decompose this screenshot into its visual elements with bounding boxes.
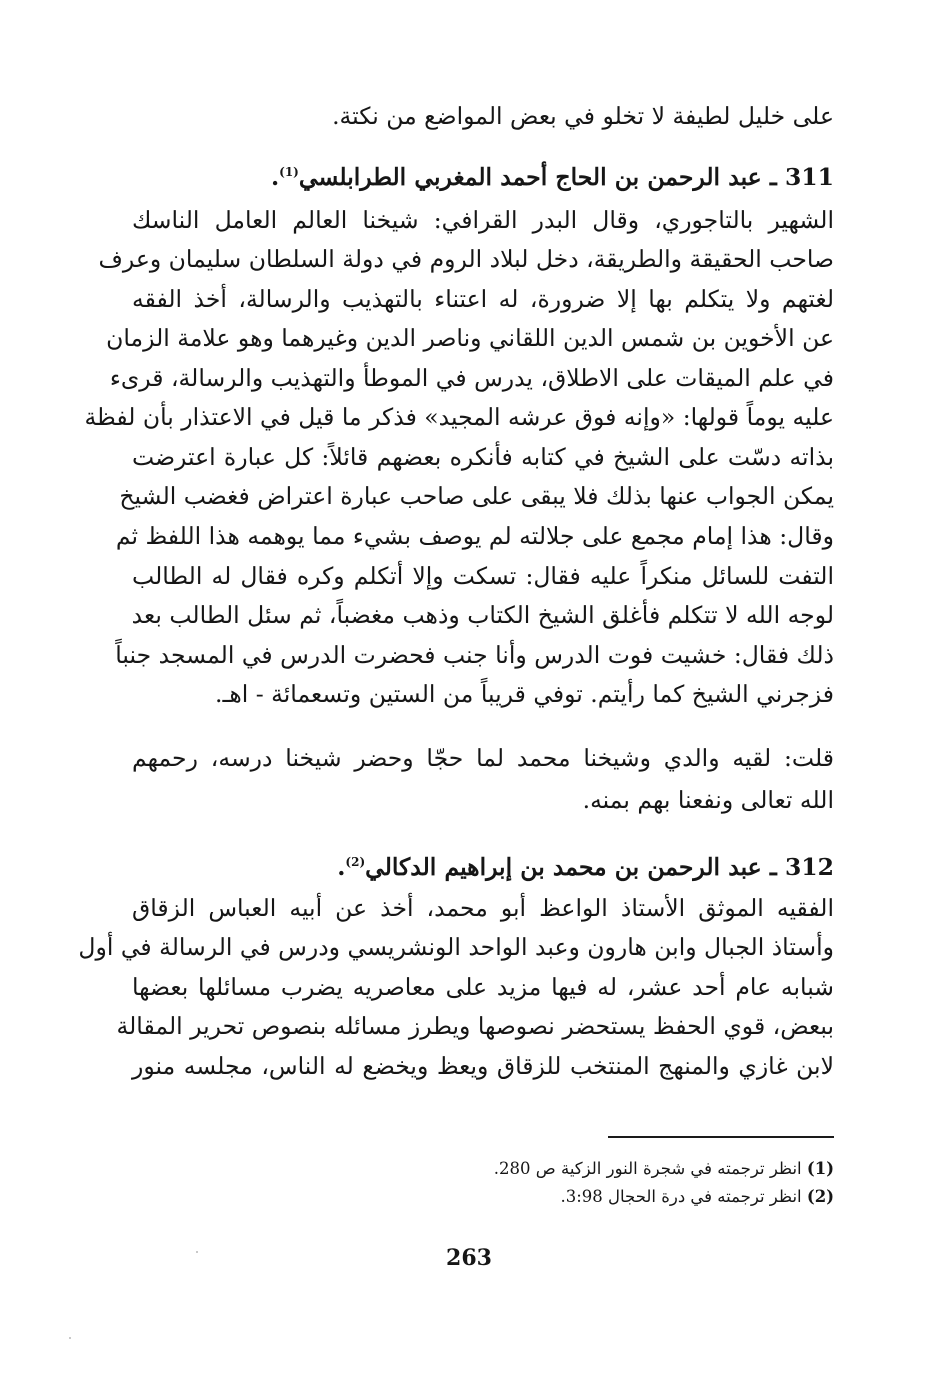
text-line: بذاته دسّت على الشيخ في كتابه فأنكره بعضهم قائلاً: كل عبارة اعترضت xyxy=(132,443,834,471)
text-line: الفقيه الموثق الأستاذ الواعظ أبو محمد، أخذ عن أبيه العباس الزقاق xyxy=(132,894,834,922)
text-line: فزجرني الشيخ كما رأيتم. توفي قريباً من الستين وتسعمائة - اهـ. xyxy=(215,680,834,708)
footnote-number: (2) xyxy=(806,1187,834,1206)
entry-heading-text: 311 ـ عبد الرحمن بن الحاج أحمد المغربي الطرابلسي xyxy=(298,162,834,191)
scan-speck xyxy=(196,1251,198,1253)
entry-heading-text: 312 ـ عبد الرحمن بن محمد بن إبراهيم الدكالي xyxy=(365,852,834,881)
text-line: وأستاذ الجبال وابن هارون وعبد الواحد الونشريسي ودرس في الرسالة في أول xyxy=(78,933,834,961)
text-line: شبابه عام أحد عشر، له فيها مزيد على معاصريه يضرب مسائلها بعضها xyxy=(132,973,834,1001)
text-line: ببعض، قوي الحفظ يستحضر نصوصها ويطرز مسائله بنصوص تحرير المقالة xyxy=(116,1012,834,1040)
footnote-marker: (1) xyxy=(279,165,299,179)
footnote-2 xyxy=(560,1184,834,1210)
footnote-1 xyxy=(494,1156,834,1182)
entry-heading-311 xyxy=(271,152,834,197)
text-line: الله تعالى ونفعنا بهم بمنه. xyxy=(582,786,834,814)
page-number: 263 xyxy=(446,1245,492,1271)
text-line: صاحب الحقيقة والطريقة، دخل لبلاد الروم في دولة السلطان سليمان وعرف xyxy=(98,245,834,273)
text-line: في علم الميقات على الاطلاق، يدرس في الموطأ والتهذيب والرسالة، قرىء xyxy=(109,364,834,392)
footnote-separator xyxy=(608,1136,834,1138)
text-line: على خليل لطيفة لا تخلو في بعض المواضع من نكتة. xyxy=(332,102,834,130)
text-line: قلت: لقيه والدي وشيخنا محمد لما حجّا وحضر شيخنا درسه، رحمهم xyxy=(132,744,834,772)
text-line: الشهير بالتاجوري، وقال البدر القرافي: شيخنا العالم العامل الناسك xyxy=(132,206,834,234)
text-line: وقال: هذا إمام مجمع على جلالته لم يوصف بشيء مما يوهمه هذا اللفظ ثم xyxy=(115,522,834,550)
footnote-text: انظر ترجمته في درة الحجال 3:98. xyxy=(560,1187,802,1206)
text-line: عن الأخوين بن شمس الدين اللقاني وناصر الدين وغيرهما وهو علامة الزمان xyxy=(106,324,834,352)
footnote-number: (1) xyxy=(806,1159,834,1178)
heading-tail: . xyxy=(270,162,280,191)
heading-tail: . xyxy=(337,852,346,881)
text-line: لغتهم ولا يتكلم بها إلا ضرورة، له اعتناء بالتهذيب والرسالة، أخذ الفقه xyxy=(132,285,834,313)
text-line: يمكن الجواب عنها بذلك فلا يبقى على صاحب عبارة اعتراض فغضب الشيخ xyxy=(119,482,834,510)
entry-heading-312 xyxy=(337,842,834,887)
text-line: عليه يوماً قولها: «وإنه فوق عرشه المجيد» فذكر ما قيل في الاعتذار بأن لفظة xyxy=(84,403,834,431)
text-line: لوجه الله لا تتكلم فأغلق الشيخ الكتاب وذهب مغضباً، ثم سئل الطالب بعد xyxy=(131,601,834,629)
footnote-text: انظر ترجمته في شجرة النور الزكية ص 280. xyxy=(493,1159,802,1178)
text-line: لابن غازي والمنهج المنتخب للزقاق ويعظ ويخضع له الناس، مجلسه منور xyxy=(132,1052,834,1080)
scan-speck xyxy=(69,1337,71,1339)
text-line: ذلك فقال: خشيت فوت الدرس وأنا جنب فحضرت الدرس في المسجد جنباً xyxy=(115,641,834,669)
footnote-marker: (2) xyxy=(345,855,366,869)
text-line: التفت للسائل منكراً عليه فقال: تسكت وإلا أتكلم وكره فقال له الطالب xyxy=(132,562,834,590)
